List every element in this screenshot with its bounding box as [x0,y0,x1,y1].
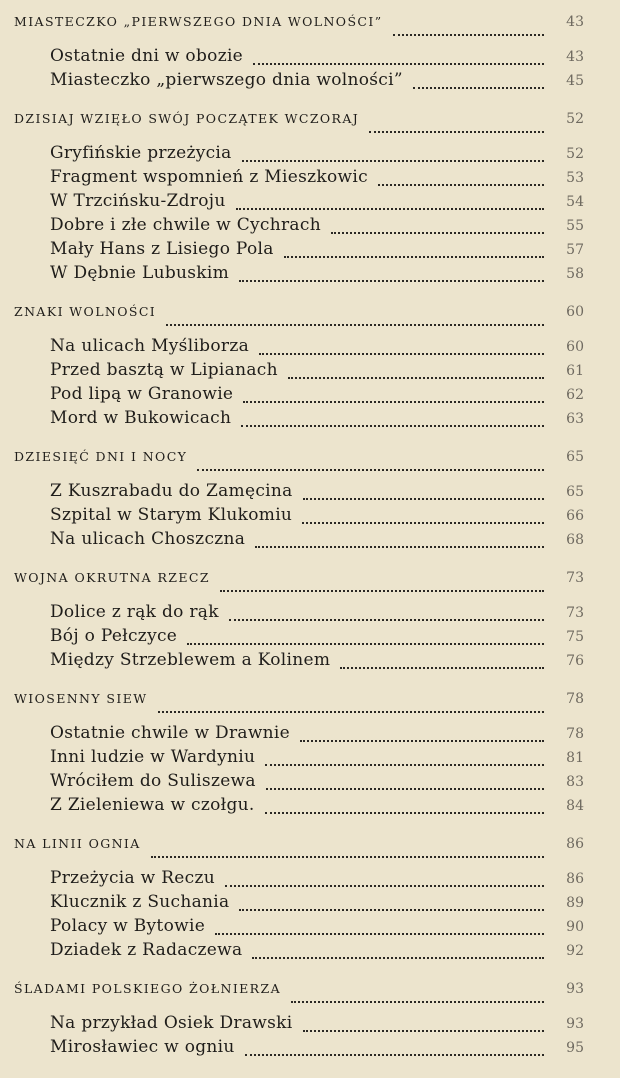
entry-title: Wróciłem do Suliszewa [50,771,256,791]
leader-dots [220,589,544,592]
entry-page-number: 45 [566,73,584,89]
entry-page-number: 52 [566,146,584,162]
entry-page-number: 55 [566,218,584,234]
leader-dots [236,207,544,210]
section-heading-row [14,304,584,330]
entry-page-number: 68 [566,532,584,548]
toc-section [14,981,584,1061]
leader-dots [303,497,544,500]
entry-title: Szpital w Starym Klukomiu [50,505,293,525]
toc-section [14,111,584,287]
entry-title: Na ulicach Myśliborza [50,336,250,356]
table-of-contents [14,14,584,1078]
entry-page-number: 60 [566,339,584,355]
section-page-number: 78 [566,691,584,707]
leader-dots [288,376,544,379]
section-items [14,46,584,94]
entry-title: W Dębnie Lubuskim [50,263,230,283]
leader-dots [255,545,544,548]
leader-dots [340,666,544,669]
entry-title: Mord w Bukowicach [50,408,232,428]
toc-entry [50,940,584,964]
leader-dots [243,400,544,403]
entry-page-number: 61 [566,363,584,379]
section-title: MIASTECZKO „PIERWSZEGO DNIA WOLNOŚCI” [14,14,383,29]
leader-dots [266,787,544,790]
entry-title: Pod lipą w Granowie [50,384,234,404]
entry-title: Z Kuszrabadu do Zamęcina [50,481,293,501]
toc-entry [50,916,584,940]
entry-title: Dobre i złe chwile w Cychrach [50,215,321,235]
entry-title: Fragment wspomnień z Mieszkowic [50,167,368,187]
toc-entry [50,143,584,167]
leader-dots [215,932,544,935]
toc-entry [50,626,584,650]
toc-section [14,14,584,94]
toc-entry [50,336,584,360]
entry-title: Dziadek z Radaczewa [50,940,243,960]
entry-title: Gryfińskie przeżycia [50,143,232,163]
entry-page-number: 92 [566,943,584,959]
entry-title: Bój o Pełczyce [50,626,178,646]
section-heading-row [14,570,584,596]
toc-entry [50,191,584,215]
entry-page-number: 43 [566,49,584,65]
toc-entry [50,408,584,432]
toc-entry [50,481,584,505]
entry-page-number: 90 [566,919,584,935]
section-heading-row [14,449,584,475]
toc-entry [50,46,584,70]
section-page-number: 73 [566,570,584,586]
leader-dots [303,1029,545,1032]
entry-title: W Trzcińsku-Zdroju [50,191,226,211]
leader-dots [225,884,544,887]
toc-entry [50,650,584,674]
entry-page-number: 86 [566,871,584,887]
section-items [14,143,584,287]
leader-dots [197,468,544,471]
section-items [14,481,584,553]
toc-entry [50,747,584,771]
leader-dots [245,1053,544,1056]
entry-title: Inni ludzie w Wardyniu [50,747,256,767]
toc-entry [50,215,584,239]
leader-dots [393,33,544,36]
leader-dots [284,255,544,258]
entry-title: Klucznik z Suchania [50,892,230,912]
entry-page-number: 93 [566,1016,584,1032]
entry-title: Na przykład Osiek Drawski [50,1013,293,1033]
leader-dots [242,159,544,162]
toc-entry [50,263,584,287]
toc-entry [50,167,584,191]
toc-entry [50,771,584,795]
section-title: DZIESIĘĆ DNI I NOCY [14,449,188,464]
entry-title: Dolice z rąk do rąk [50,602,219,622]
section-items [14,1013,584,1061]
section-page-number: 60 [566,304,584,320]
toc-entry [50,384,584,408]
leader-dots [369,130,544,133]
section-title: WIOSENNY SIEW [14,691,148,706]
leader-dots [413,86,544,89]
toc-entry [50,529,584,553]
leader-dots [291,1000,544,1003]
section-title: DZISIAJ WZIĘŁO SWÓJ POCZĄTEK WCZORAJ [14,111,360,126]
leader-dots [252,956,544,959]
section-page-number: 65 [566,449,584,465]
section-page-number: 93 [566,981,584,997]
leader-dots [259,352,544,355]
entry-page-number: 84 [566,798,584,814]
entry-page-number: 73 [566,605,584,621]
section-items [14,723,584,819]
section-heading-row [14,981,584,1007]
leader-dots [302,521,544,524]
section-heading-row [14,111,584,137]
entry-page-number: 53 [566,170,584,186]
entry-page-number: 89 [566,895,584,911]
toc-section [14,304,584,432]
leader-dots [378,183,544,186]
section-heading-row [14,836,584,862]
leader-dots [300,739,544,742]
toc-entry [50,505,584,529]
section-title: WOJNA OKRUTNA RZECZ [14,570,210,585]
toc-entry [50,723,584,747]
section-title: ŚLADAMI POLSKIEGO ŻOŁNIERZA [14,981,281,996]
toc-entry [50,360,584,384]
leader-dots [253,62,544,65]
section-items [14,868,584,964]
entry-page-number: 66 [566,508,584,524]
entry-title: Ostatnie dni w obozie [50,46,244,66]
leader-dots [331,231,544,234]
entry-page-number: 75 [566,629,584,645]
leader-dots [241,424,544,427]
section-page-number: 52 [566,111,584,127]
entry-title: Polacy w Bytowie [50,916,206,936]
section-heading-row [14,691,584,717]
entry-title: Mirosławiec w ogniu [50,1037,235,1057]
section-items [14,336,584,432]
toc-entry [50,1013,584,1037]
toc-entry [50,70,584,94]
toc-section [14,836,584,964]
leader-dots [187,642,544,645]
entry-page-number: 63 [566,411,584,427]
entry-title: Przed basztą w Lipianach [50,360,278,380]
entry-title: Ostatnie chwile w Drawnie [50,723,291,743]
entry-title: Miasteczko „pierwszego dnia wolności” [50,70,403,90]
entry-page-number: 57 [566,242,584,258]
entry-page-number: 62 [566,387,584,403]
leader-dots [265,811,544,814]
entry-page-number: 95 [566,1040,584,1056]
leader-dots [158,710,545,713]
section-page-number: 86 [566,836,584,852]
section-page-number: 43 [566,14,584,30]
entry-page-number: 76 [566,653,584,669]
entry-page-number: 58 [566,266,584,282]
section-title: ZNAKI WOLNOŚCI [14,304,157,319]
section-heading-row [14,14,584,40]
toc-entry [50,602,584,626]
toc-entry [50,1037,584,1061]
leader-dots [265,763,544,766]
toc-entry [50,795,584,819]
toc-section [14,449,584,553]
entry-page-number: 81 [566,750,584,766]
entry-title: Przeżycia w Reczu [50,868,215,888]
toc-entry [50,892,584,916]
toc-entry [50,239,584,263]
leader-dots [239,279,544,282]
leader-dots [151,855,544,858]
entry-title: Na ulicach Choszczna [50,529,246,549]
entry-title: Mały Hans z Lisiego Pola [50,239,274,259]
toc-entry [50,868,584,892]
toc-section [14,691,584,819]
section-items [14,602,584,674]
entry-page-number: 83 [566,774,584,790]
toc-section [14,570,584,674]
entry-page-number: 65 [566,484,584,500]
leader-dots [239,908,544,911]
entry-title: Z Zieleniewa w czołgu. [50,795,255,815]
section-title: NA LINII OGNIA [14,836,141,851]
leader-dots [166,323,544,326]
leader-dots [229,618,544,621]
entry-page-number: 78 [566,726,584,742]
entry-title: Między Strzeblewem a Kolinem [50,650,331,670]
entry-page-number: 54 [566,194,584,210]
